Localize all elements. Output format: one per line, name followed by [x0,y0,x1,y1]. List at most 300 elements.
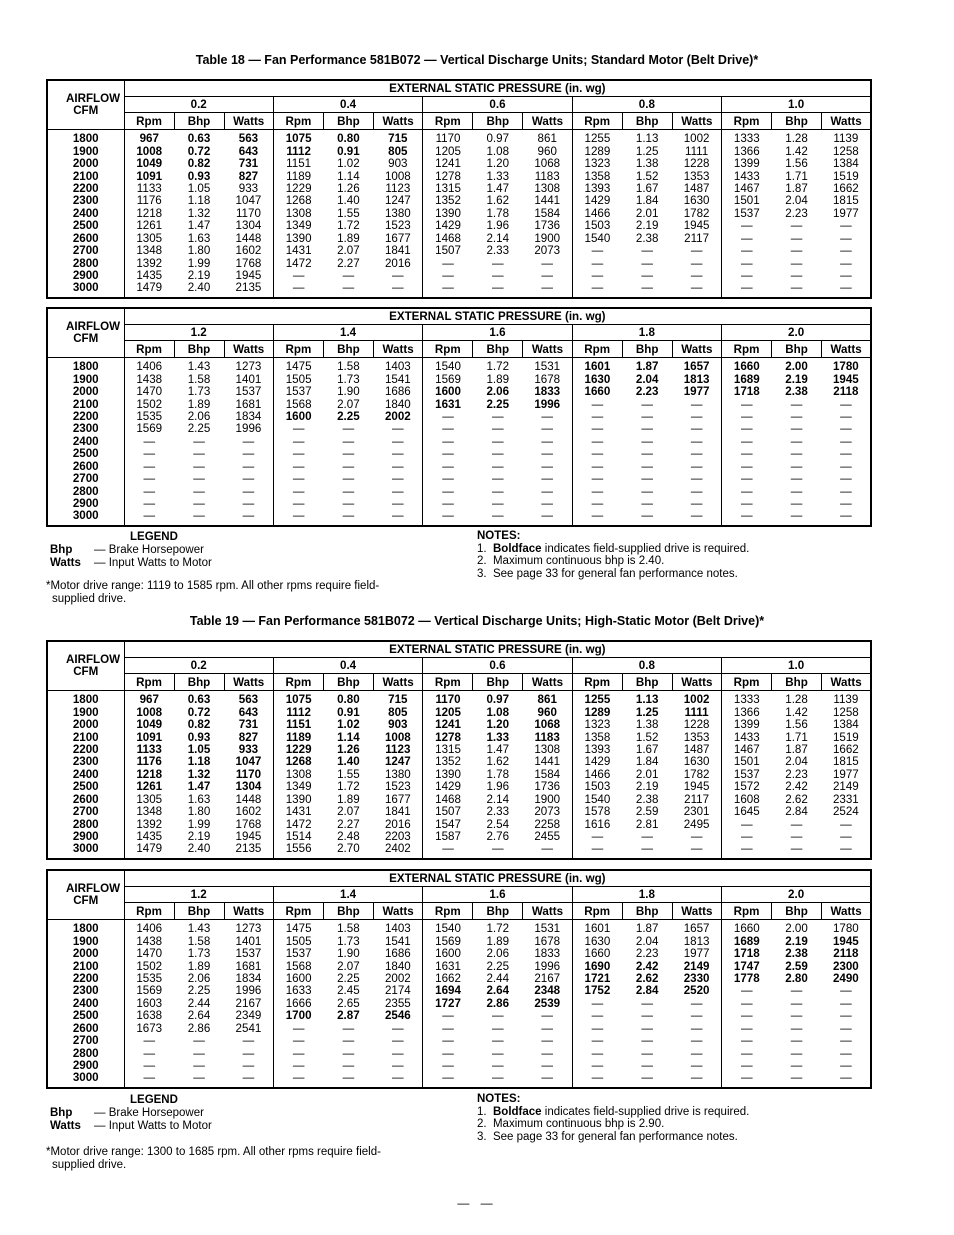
rpm-value: 1229 [285,742,312,756]
rpm-value: — [442,281,454,295]
bhp-value: — [342,459,355,473]
watts-value: 1487 [672,183,721,195]
watts-value: — [224,448,273,460]
bhp-value: 2.25 [337,409,360,423]
external-static-pressure-header: EXTERNAL STATIC PRESSURE (in. wg) [124,641,871,658]
rpm-value: — [292,497,305,511]
bhp-value: — [790,1059,803,1073]
watts-value: 2002 [373,973,422,985]
watts-value: — [373,461,422,473]
bhp-value: 0.82 [187,157,211,171]
bhp-value: — [491,447,504,461]
column-header-bhp: Bhp [473,113,523,130]
bhp-value: 2.27 [337,256,360,270]
watts-value: 2546 [373,1010,422,1022]
bhp-value: 2.42 [785,780,808,794]
watts-value: — [840,1071,852,1085]
rpm-value: 1630 [584,934,611,948]
watts-value: 1833 [523,948,572,960]
bhp-value: — [342,447,355,461]
bhp-value: 1.67 [635,742,659,756]
rpm-value: — [143,1059,156,1073]
bhp-value: 1.52 [635,730,659,744]
legend-item-watts [50,557,212,570]
bhp-value: 1.73 [337,934,360,948]
bhp-value: 2.01 [635,206,659,220]
rpm-value: 1600 [285,971,312,985]
bhp-value: 1.33 [486,730,510,744]
table-row [47,448,871,460]
bhp-value: 2.19 [187,830,211,844]
watts-value: — [672,1010,721,1022]
rpm-value: — [143,497,156,511]
rpm-value: 1660 [584,385,611,399]
watts-value: 1584 [523,769,572,781]
watts-value: 1448 [224,233,273,245]
rpm-value: 1503 [584,219,611,233]
table-row [47,195,871,207]
column-header-rpm: Rpm [423,341,473,358]
rpm-value: 1752 [584,984,611,998]
bhp-value: 1.89 [486,934,510,948]
bhp-value: 2.06 [486,385,510,399]
watts-value: 1815 [832,194,859,208]
rpm-value: — [741,244,753,258]
column-header-bhp: Bhp [772,113,822,130]
rpm-value: 1479 [136,842,163,856]
rpm-value: — [442,269,454,283]
bhp-value: — [491,281,504,295]
watts-value: 731 [224,158,273,170]
watts-value: — [224,473,273,485]
watts-value: 2073 [523,806,572,818]
legend-text: — Brake Horsepower [94,544,204,556]
bhp-value: — [641,497,653,511]
rpm-value: — [442,447,454,461]
column-header-bhp: Bhp [174,341,224,358]
bhp-value: 0.63 [187,693,211,707]
airflow-value: 2600 [47,461,124,473]
rpm-value: — [292,509,305,523]
bhp-value: — [790,472,803,486]
bhp-value: 1.73 [337,372,360,386]
watts-value: 861 [523,130,572,146]
bhp-value: — [491,472,504,486]
rpm-value: — [741,219,753,233]
bhp-value: 1.47 [187,780,211,794]
bhp-value: 0.97 [486,693,510,707]
watts-value: — [672,473,721,485]
bhp-value: — [641,996,653,1010]
bhp-value: — [193,434,205,448]
bhp-value: 1.58 [337,360,360,374]
rpm-value: 1505 [285,934,312,948]
rpm-value: — [591,996,604,1010]
rpm-value: — [591,447,604,461]
bhp-value: 2.42 [635,959,659,973]
rpm-value: 1718 [733,385,760,399]
watts-value: 1686 [373,948,422,960]
rpm-value: 967 [139,132,159,146]
table-row [47,170,871,182]
watts-value: — [672,270,721,282]
rpm-value: — [292,472,305,486]
column-header-watts: Watts [373,341,422,358]
watts-value: 1401 [224,373,273,385]
column-header-watts: Watts [672,903,721,920]
watts-value: 1008 [373,731,422,743]
rpm-value: — [741,509,753,523]
bhp-value: 2.38 [785,385,808,399]
watts-value: 1139 [833,132,859,146]
table-row [47,1072,871,1087]
watts-value: 827 [224,170,273,182]
pressure-1.6: 1.6 [423,887,572,903]
bhp-value: — [641,509,653,523]
pressure-1.2: 1.2 [124,325,273,341]
bhp-value: 2.44 [187,996,211,1010]
rpm-value: 1333 [733,693,760,707]
rpm-value: — [292,1071,305,1085]
rpm-value: 1278 [435,730,461,744]
watts-value: 2455 [523,831,572,843]
rpm-value: — [741,459,753,473]
watts-value: 1139 [833,693,859,707]
column-header-watts: Watts [822,341,872,358]
watts-value: — [672,436,721,448]
watts-value: 1945 [224,270,273,282]
column-header-rpm: Rpm [423,113,473,130]
airflow-value: 2000 [47,719,124,731]
watts-value: 1945 [672,781,721,793]
column-header-bhp: Bhp [174,674,224,691]
bhp-value: 2.04 [785,755,808,769]
watts-value: 1308 [523,183,572,195]
bhp-value: 2.07 [337,244,360,258]
rpm-value: 1616 [584,817,611,831]
watts-value: 2495 [672,818,721,830]
watts-value: 2118 [833,385,859,399]
watts-value: — [840,1046,852,1060]
bhp-value: — [491,422,504,436]
rpm-value: 1406 [136,922,163,936]
rpm-value: — [442,1021,454,1035]
rpm-value: 1666 [285,996,312,1010]
watts-value: 1183 [523,170,572,182]
table-row [47,691,871,707]
table-row [47,948,871,960]
bhp-value: — [491,1009,504,1023]
column-header-rpm: Rpm [722,674,772,691]
bhp-value: 1.84 [635,194,659,208]
bhp-value: — [491,1021,504,1035]
bhp-value: 1.58 [337,922,360,936]
bhp-value: 1.62 [486,194,510,208]
bhp-value: 0.80 [337,132,360,146]
rpm-value: 1305 [136,231,163,245]
watts-value: 2149 [832,780,859,794]
table-row [47,744,871,756]
rpm-value: 1433 [733,730,760,744]
bhp-value: 1.43 [187,922,211,936]
rpm-value: 1747 [733,959,760,973]
watts-value: 1523 [373,781,422,793]
column-header-rpm: Rpm [273,903,323,920]
note-1 [477,543,749,556]
bhp-value: 1.84 [635,755,659,769]
header-row [47,870,871,887]
bhp-value: — [641,1059,653,1073]
bhp-value: — [342,422,355,436]
bhp-value: 1.87 [635,922,659,936]
watts-value: — [672,423,721,435]
bhp-value: 1.62 [486,755,510,769]
rpm-value: 1547 [435,817,461,831]
bhp-value: — [641,422,653,436]
rpm-value: 1633 [285,984,312,998]
rpm-value: — [442,1046,454,1060]
rpm-value: — [591,1009,604,1023]
rpm-value: 1689 [733,934,760,948]
pressure-0.6: 0.6 [423,97,572,113]
table-row [47,373,871,385]
watts-value: 1996 [224,423,273,435]
rpm-value: 1393 [584,181,611,195]
watts-value: 1945 [832,372,859,386]
table-18b [46,307,872,527]
rpm-value: 1176 [136,194,162,208]
rpm-value: 1578 [584,805,611,819]
rpm-value: 1315 [435,742,461,756]
footnote-line: supplied drive. [52,1158,127,1171]
watts-value: 1996 [224,985,273,997]
bhp-value: — [342,484,355,498]
rpm-value: 1075 [285,693,312,707]
airflow-value: 2200 [47,411,124,423]
watts-value: 2349 [224,1010,273,1022]
rpm-value: 967 [139,693,159,707]
table-row [47,498,871,510]
rpm-value: 1008 [136,144,163,158]
bhp-value: 0.72 [187,144,211,158]
watts-value: — [523,510,572,525]
airflow-value: 2300 [47,756,124,768]
bhp-value: — [491,459,504,473]
rpm-value: 1630 [584,372,611,386]
watts-value: — [523,423,572,435]
airflow-value: 3000 [47,1072,124,1087]
rpm-value: — [292,484,305,498]
rpm-value: 1189 [286,730,312,744]
rpm-value: — [292,422,305,436]
pressure-header-row [47,887,871,903]
bhp-value: 1.89 [187,397,211,411]
watts-value: 1736 [523,220,572,232]
watts-value: — [523,1023,572,1035]
column-header-rpm: Rpm [722,113,772,130]
rpm-value: 1645 [733,805,760,819]
rpm-value: — [741,830,753,844]
rpm-value: 1112 [286,705,311,719]
rpm-value: 1690 [584,959,611,973]
watts-value: 1662 [832,742,859,756]
bhp-value: — [641,1034,653,1048]
table-row [47,818,871,830]
rpm-value: — [741,1021,753,1035]
watts-value: 1487 [672,744,721,756]
column-header-bhp: Bhp [323,674,373,691]
rpm-value: — [143,459,156,473]
watts-value: — [840,256,852,270]
rpm-value: 1429 [435,219,461,233]
bhp-value: 1.99 [187,256,211,270]
bhp-value: 1.47 [486,742,510,756]
rpm-value: — [591,434,604,448]
rpm-value: 1176 [136,755,162,769]
watts-value: — [224,1047,273,1059]
watts-value: 2167 [224,998,273,1010]
bhp-value: 2.23 [785,767,808,781]
watts-value: — [672,998,721,1010]
rpm-value: 1514 [285,830,312,844]
bhp-value: 1.63 [187,231,211,245]
bhp-value: — [790,447,803,461]
bhp-value: — [641,256,653,270]
rpm-value: 1133 [136,742,162,756]
watts-value: — [840,459,852,473]
watts-value: 933 [224,744,273,756]
watts-value: — [523,270,572,282]
rpm-value: — [442,1034,454,1048]
watts-value: 2016 [373,818,422,830]
rpm-value: 1569 [435,372,461,386]
watts-value: 805 [373,706,422,718]
bhp-value: — [790,231,803,245]
airflow-value: 2300 [47,195,124,207]
watts-value: — [523,411,572,423]
rpm-value: 1323 [584,718,611,732]
watts-value: 1900 [523,794,572,806]
watts-value: — [373,1047,422,1059]
table-row [47,706,871,718]
rpm-value: 1537 [285,947,312,961]
bhp-value: 2.07 [337,805,360,819]
bhp-value: — [193,497,205,511]
rpm-value: 1431 [285,244,312,258]
watts-value: — [523,436,572,448]
rpm-value: 1438 [136,372,163,386]
watts-value: — [523,1060,572,1072]
bhp-value: 0.72 [187,705,211,719]
rpm-value: 1569 [136,984,163,998]
rpm-value: — [292,434,305,448]
bhp-value: 1.96 [486,219,510,233]
watts-value: 1834 [224,973,273,985]
watts-value: 1678 [523,935,572,947]
table-19-notes [477,1093,749,1143]
legend-key: Watts [50,1120,81,1132]
watts-value: 563 [224,691,273,707]
airflow-value: 2200 [47,744,124,756]
airflow-value: 1800 [47,691,124,707]
rpm-value: — [591,422,604,436]
watts-value: — [224,485,273,497]
bhp-value: 0.97 [486,132,510,146]
rpm-value: — [741,434,753,448]
legend-key: Bhp [50,1107,73,1119]
bhp-value: — [193,447,205,461]
watts-value: 1813 [672,373,721,385]
column-header-watts: Watts [373,113,422,130]
watts-value: 960 [523,145,572,157]
table-row [47,485,871,497]
rpm-value: 1631 [435,959,461,973]
external-static-pressure-header: EXTERNAL STATIC PRESSURE (in. wg) [124,308,871,325]
rpm-value: 1718 [733,947,760,961]
airflow-value: 2200 [47,973,124,985]
watts-value: 2520 [672,985,721,997]
rpm-value: 1472 [285,817,312,831]
bhp-value: 0.80 [337,693,360,707]
bhp-value: — [641,842,653,856]
bhp-value: 2.81 [635,817,659,831]
rpm-value: — [741,256,753,270]
watts-value: — [672,411,721,423]
table-row [47,935,871,947]
bhp-value: — [790,509,803,523]
rpm-value: 1429 [584,755,611,769]
rpm-value: — [442,842,454,856]
airflow-value: 1800 [47,130,124,146]
watts-value: 643 [224,145,273,157]
rpm-value: 1008 [136,705,163,719]
rpm-value: — [143,484,156,498]
rpm-value: 1507 [435,244,461,258]
airflow-value: 2600 [47,233,124,245]
watts-value: 1531 [523,358,572,374]
bhp-value: — [790,996,803,1010]
watts-value: 1584 [523,208,572,220]
watts-value: 1541 [373,935,422,947]
legend-key: Bhp [50,544,73,556]
table-row [47,282,871,297]
rpm-value: 1537 [733,206,760,220]
bhp-value: 2.01 [635,767,659,781]
watts-value: 1247 [373,195,422,207]
watts-value: — [373,436,422,448]
bhp-value: 1.90 [337,947,360,961]
column-header-bhp: Bhp [473,341,523,358]
bhp-value: 2.06 [187,409,211,423]
column-header-watts: Watts [224,341,273,358]
rpm-value: — [591,1059,604,1073]
bhp-value: — [342,472,355,486]
rpm-value: 1540 [435,922,461,936]
rpm-value: 1261 [136,219,163,233]
rpm-value: 1502 [136,959,163,973]
watts-value: 2490 [832,971,859,985]
watts-value: — [840,1034,852,1048]
rpm-value: — [442,472,454,486]
rpm-value: — [741,1034,753,1048]
rpm-value: 1660 [584,947,611,961]
rpm-value: 1352 [435,194,461,208]
bhp-value: — [491,409,504,423]
watts-value: — [840,1009,852,1023]
rpm-value: 1151 [286,157,312,171]
rpm-value: 1229 [285,181,312,195]
bhp-value: 1.32 [187,206,211,220]
